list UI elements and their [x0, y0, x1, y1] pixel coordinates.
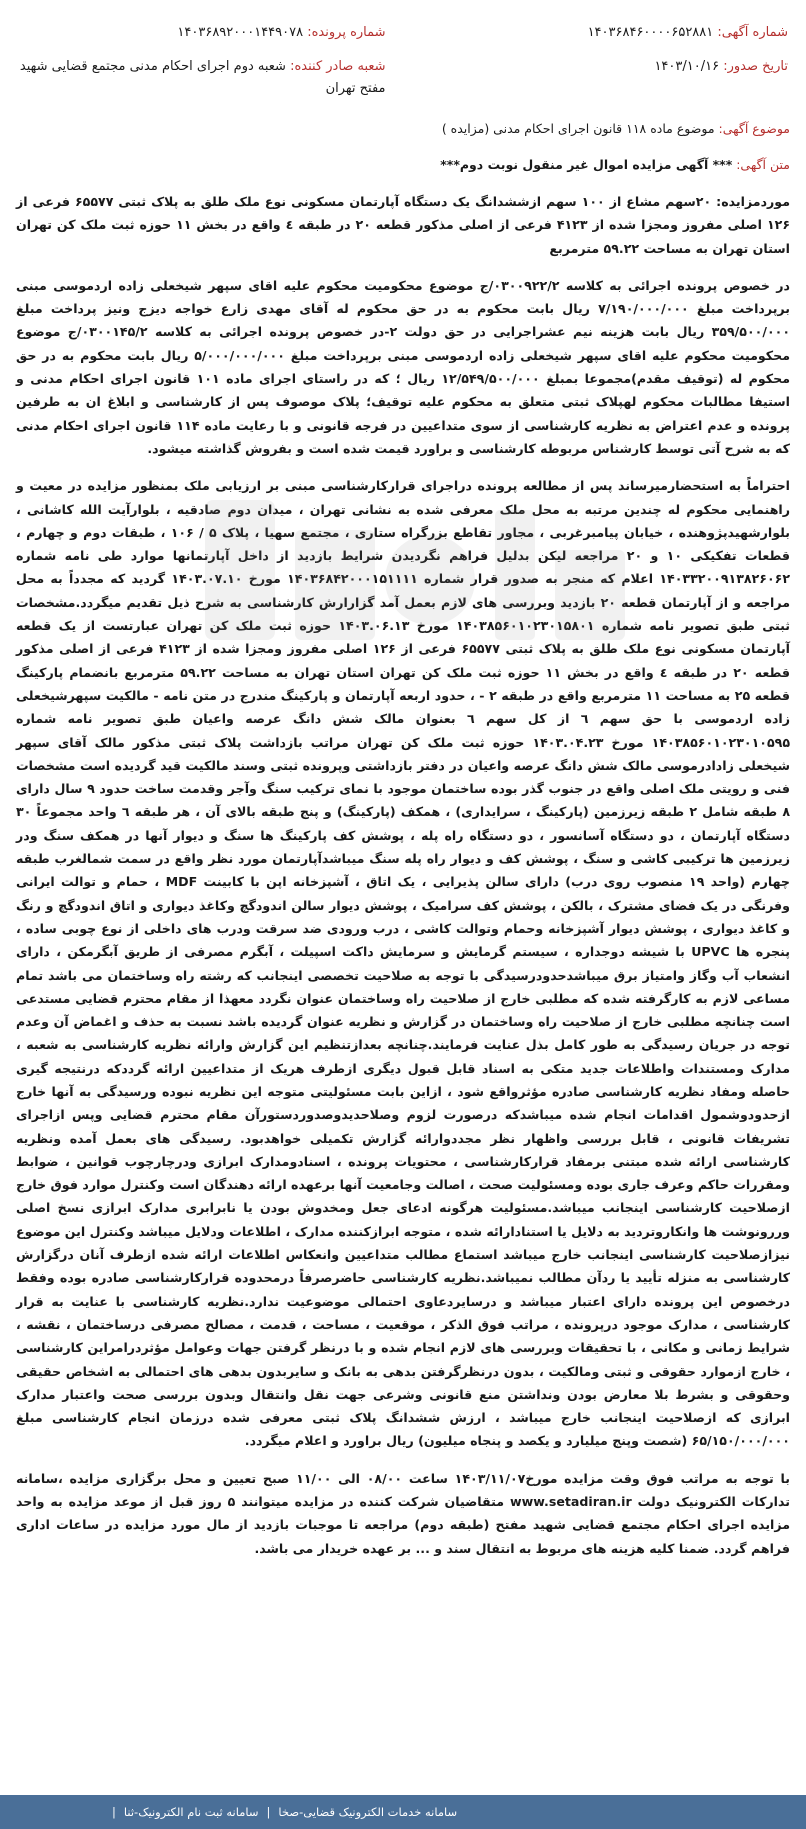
issuing-branch-cell — [16, 56, 388, 112]
subject-label: موضوع آگهی: — [718, 121, 790, 136]
notice-number-cell — [388, 22, 790, 56]
case-number-cell — [16, 22, 388, 56]
expert-report-paragraph: احتراماً به استحضارمیرساند پس از مطالعه پرونده دراجرای قرارکارشناسی مبنی بر ارزیابی ملک بمنظور مزایده در معیت و راهنمایی محکوم له چندین مرتبه به محل ملک معرفی شده به نشانی تهران ، میدان دوم صادقیه ، بلوارآیت الله کاشانی ، بلوارشهیدپژوهنده ، خیابان پیامبرغربی ، مجاور تقاطع بزرگراه ستاری ، مجتمع سهیا ، پلاک ۵ / ۱۰۶ ، طبقات دوم و چهارم ، قطعات تفکیکی ۱۰ و ۲۰ مراجعه لیکن بدلیل فراهم نگردیدن شرایط بازدید از داخل آپارتمانها موارد طی نامه شماره ۱۴۰۳۳۲۰۰۹۱۳۸۲۶۰۶۲ اعلام که منجر به صدور قرار شماره ۱۴۰۳۶۸۴۲۰۰۰۱۵۱۱۱۱ مورخ ۱۴۰۳.۰۷.۱۰ گردید که مجدداً به محل مراجعه و از آپارتمان قطعه ۲۰ بازدید وبررسی های لازم بعمل آمد گزارارش کارشناسی به شرح ذیل تقدیم میگردد.مشخصات ثبتی طبق تصویر نامه شماره ۱۴۰۳۸۵۶۰۱۰۲۳۰۱۵۸۰۱ مورخ ۱۴۰۳.۰۶.۱۳ حوزه ثبت ملک کن تهران عبارتست از یک قطعه آپارتمان مسکونی نوع ملک طلق به پلاک ثبتی ۶۵۵۷۷ فرعی از ۱۲۶ اصلی مفروز ومجزا شده از ۴۱۲۳ فرعی از اصلی مذکور قطعه ۲۰ در طبقه ٤ واقع در بخش ۱۱ حوزه ثبت ملک کن تهران استان تهران به مساحت ۵۹.۲۲ مترمربع بانضمام پارکینگ قطعه ۲۵ به مساحت ۱۱ مترمربع واقع در طبقه ۲ - ، حدود اربعه آپارتمان و پارکینگ مندرج در متن نامه - مالکیت سپهرشیخعلی زاده اردموسی با حق سهم ٦ از کل سهم ٦ بعنوان مالک شش دانگ عرصه واعیان طبق تصویر نامه شماره ۱۴۰۳۸۵۶۰۱۰۲۳۰۱۰۵۹۵ مورخ ۱۴۰۳.۰۴.۲۳ حوزه ثبت ملک کن تهران مراتب بازداشت پلاک ثبتی مذکور مالک آقای سپهر شیخعلی زادادرموسی مالک شش دانگ عرصه واعیان در دفتر بازداشتی وپرونده ثبتی وسند مالکیت قید گردیده است مشخصات فنی و رویتی ملک اصلی واقع در جنوب گذر بوده ساختمان موجود با نمای ترکیب سنگ وآجر وقدمت ساخت حدود ۹ سال دارای ۸ طبقه شامل ۲ طبقه زیرزمین (پارکینگ ، سرایداری) ، همکف (پارکینگ) و پنج طبقه بالای آن ، هر طبقه ٦ واحد مجموعاً ۳۰ دستگاه آپارتمان ، دو دستگاه آسانسور ، دو دستگاه راه پله ، پوشش کف پارکینگ ها سنگ و دیوار آنها در همکف سنگ ودر زیرزمین ها ترکیبی کاشی و سنگ ، پوشش کف و دیوار راه پله سنگ میباشدآپارتمان مورد نظر واقع در سمت شمالغرب طبقه چهارم (واحد ۱۹ منصوب روی درب) دارای سالن پذیرایی ، یک اتاق ، آشپزخانه اپن با کابینت MDF ، حمام و توالت ایرانی وفرنگی در یک فضای مشترک ، بالکن ، پوشش کف سرامیک ، پوشش دیوار سالن اندودگچ وکاغذ دیواری و اتاق اندودگچ و رنگ و کاغذ دیواری ، پوشش دیوار آشپزخانه وحمام وتوالت کاشی ، درب ورودی ضد سرقت ودرب های داخلی از نوع چوبی ساده ، پنجره ها UPVC با شیشه دوجداره ، سیستم گرمایش و سرمایش داکت اسپیلت ، آبگرم مصرفی از طریق آبگرمکن ، دارای انشعاب آب وگاز وامتیاز برق میباشدحدودرسیدگی با توجه به صلاحیت تخصصی اینجانب که رشته راه وساختمان می باشد تمام مساعی لازم به کارگرفته شده که مطلبی خارج از صلاحیت راه وساختمان عنوان نگردد معهذا از مقام محترم قضایی مستدعی است چنانچه مطلبی خارج از صلاحیت راه وساختمان در گزارش و نظریه عنوان گردیده باشد نسبت به حذف و اغماض آن وعدم توجه در جریان رسیدگی به طور کامل بذل عنایت فرمایند.چنانچه بعدازتنظیم این گزارش وارائه نظریه کارشناسی به شعبه ، مدارک ومستندات واطلاعات جدید متکی به اسناد قابل قبول دیگری ازطرف هریک از متداعیین ارائه گرددکه درنتیجه گیری حاصله ومفاد نظریه کارشناسی صادره مؤثرواقع شود ، ازاین بابت مسئولیتی متوجه این نظریه نبوده ورسیدگی به آنها خارج ازحدودوشمول اقدامات انجام شده میباشدکه درصورت لزوم وصلاحدیدوصدوردستورآن مقام محترم قضایی وپس ازاجرای تشریفات قانونی ، قابل بررسی واظهار نظر مجددوارائه گزارش تکمیلی خواهدبود. رسیدگی های بعمل آمده ونظریه کارشناسی ارائه شده مبتنی برمفاد قرارکارشناسی ، محتویات پرونده ، اسنادومدارک ابرازی ودرچارچوب قوانین ، ضوابط ومقررات حاکم وعرف جاری بوده ومسئولیت صحت ، اصالت وجامعیت آنها برعهده ارائه دهندگان است وکنترل موارد فوق خارج ازصلاحیت کارشناسی اینجانب میباشد.مسئولیت هرگونه ادعای جعل ومخدوش بودن یا نابرابری مدارک ابرازی نسخ اصلی وررونوشت ها وانکاروتردید به دلایل یا استنادارائه شده ، متوجه ابرازکننده مدارک ، اطلاعات ودلایل میباشد وکنترل این موضوع نیزازصلاحیت کارشناسی اینجانب خارج میباشد استماع مطالب متداعیین وانعکاس اطلاعات ارائه شده ازطرف آنان درگزارش کارشناسی به منزله تأیید یا ردآن مطالب نمیباشد.نظریه کارشناسی حاضرصرفاً درمحدوده قرارکارشناسی صادره بوده وفقط درخصوص این پرونده دارای اعتبار میباشد و درسایردعاوی احتمالی موضوعیت ندارد.نظریه کارشناسی با عنایت به قرار کارشناسی ، مدارک موجود درپرونده ، مراتب فوق الذکر ، موقعیت ، مساحت ، قدمت ، مصالح مصرفی درساختمان ، نقشه ، شرایط زمانی و مکانی ، با تحقیقات وبررسی های لازم انجام شده و با درنظر گرفتن جهات وعوامل مؤثردرامراین کارشناسی ، خارج ازموارد حقوقی و ثبتی ومالکیت ، بدون درنظرگرفتن بدهی به بانک و سایربدون بدهی های احتمالی به اشخاص حقیقی وحقوقی و بشرط بلا معارض بودن ونداشتن منع قانونی وشرعی جهت نقل وانتقال وبدون بررسی صحت واعتبار مدارک ابرازی که ازصلاحیت اینجانب خارج میباشد ، ارزش ششدانگ پلاک ثبتی معرفی شده درزمان انجام کارشناسی مبلغ ۶۵/۱۵۰/۰۰۰/۰۰۰ (شصت وپنج میلیارد و یکصد و پنجاه میلیون) ریال براورد و اعلام میگردد. — [16, 478, 791, 1449]
footer-link-sana[interactable]: سامانه ثبت نام الکترونیک-ثنا — [123, 1805, 259, 1819]
notice-metadata — [16, 22, 790, 112]
issuing-branch-label: شعبه صادر کننده: — [290, 59, 386, 74]
issue-date: ۱۴۰۳/۱۰/۱۶ — [654, 59, 720, 74]
notice-number-label: شماره آگهی: — [717, 25, 788, 40]
case-number-label: شماره پرونده: — [307, 25, 386, 40]
issue-date-cell — [388, 56, 790, 112]
footer-link-sakha[interactable]: سامانه خدمات الکترونیک قضایی-صخا — [278, 1805, 458, 1819]
footer-separator: | — [112, 1805, 116, 1819]
subject-value: موضوع ماده ۱۱۸ قانون اجرای احکام مدنی (مزایده ) — [441, 121, 715, 136]
footer-bar — [0, 1795, 806, 1829]
issue-date-label: تاریخ صدور: — [723, 59, 788, 74]
notice-number: ۱۴۰۳۶۸۴۶۰۰۰۰۶۵۲۸۸۱ — [587, 25, 714, 40]
notice-subject — [16, 118, 790, 140]
text-title: *** آگهی مزایده اموال غیر منقول نوبت دوم*** — [440, 157, 733, 172]
issuing-branch: شعبه دوم اجرای احکام مدنی مجتمع قضایی شهید مفتح تهران — [19, 59, 386, 96]
case-number: ۱۴۰۳۶۸۹۲۰۰۰۱۴۴۹۰۷۸ — [177, 25, 304, 40]
auction-item-paragraph: موردمزایده: ۲۰سهم مشاع از ۱۰۰ سهم ازششدانگ یک دستگاه آپارتمان مسکونی نوع ملک طلق به پلاک ثبتی ۶۵۵۷۷ فرعی از ۱۲۶ اصلی مفروز ومجزا شده از ۴۱۲۳ فرعی از اصلی مذکور قطعه ۲۰ در طبقه ٤ واقع در بخش ۱۱ حوزه ثبت ملک کن تهران استان تهران به مساحت ۵۹.۲۲ مترمربع — [16, 194, 791, 256]
footer-separator: | — [266, 1805, 271, 1819]
auction-schedule-paragraph: با توجه به مراتب فوق وقت مزایده مورخ۱۴۰۳/۱۱/۰۷ ساعت ۰۸/۰۰ الی ۱۱/۰۰ صبح تعیین و محل برگزاری مزایده ،سامانه تدارکات الکترونیک دولت www.setadiran.ir متقاضیان شرکت کننده در مزایده میتوانند ۵ روز قبل از موعد مزایده به واحد مزایده اجرای احکام مجتمع قضایی شهید مفتح (طبقه دوم) مراجعه تا موجبات بازدید از مال مورد مزایده در ساعات اداری فراهم گردد. ضمنا کلیه هزینه های مربوط به انتقال سند و ... بر عهده خریدار می باشد. — [16, 1470, 790, 1556]
text-label: متن آگهی: — [736, 157, 790, 172]
case-details-paragraph: در خصوص پرونده اجرائی به کلاسه ۰۳۰۰۹۲۲/۲/ج موضوع محکومیت محکوم علیه اقای سپهر شیخعلی زاده اردموسی مبنی برپرداخت مبلغ ۷/۱۹۰/۰۰۰/۰۰۰ ریال بابت محکوم به در حق محکوم له آقای مهدی زارع خواجه دیزج ونیز پرداخت مبلغ ۳۵۹/۵۰۰/۰۰۰ ریال بابت هزینه نیم عشراجرایی در حق دولت ۲-در خصوص پرونده اجرائی به کلاسه ۰۳۰۰۱۴۵/۲/ج موضوع محکومیت محکوم علیه اقای سپهر شیخعلی زاده اردموسی مبنی برپرداخت مبلغ ۵/۰۰۰/۰۰۰/۰۰۰ ریال بابت محکوم به در حق محکوم له (توقیف مقدم)مجموعا بمبلغ ۱۲/۵۴۹/۵۰۰/۰۰۰ ریال ؛ که در راستای اجرای ماده ۱۰۱ قانون اجرای احکام مدنی و استیفا مطالبات محکوم لهپلاک ثبتی متعلق به محکوم علیه توقیف؛ پلاک موصوف پس از کارشناسی و ابلاغ ان به طرفین پرونده و عدم اعتراض به نظریه کارشناسی از سوی متداعیین در فرجه قانونی و با رعایت ماده ۱۱۴ قانون اجرای احکام مدنی که به شرح آتی توسط کارشناس مربوطه کارشناسی و براورد قیمت شده است و بفروش گذاشته میشود. — [16, 277, 791, 456]
notice-text-heading — [16, 154, 790, 176]
